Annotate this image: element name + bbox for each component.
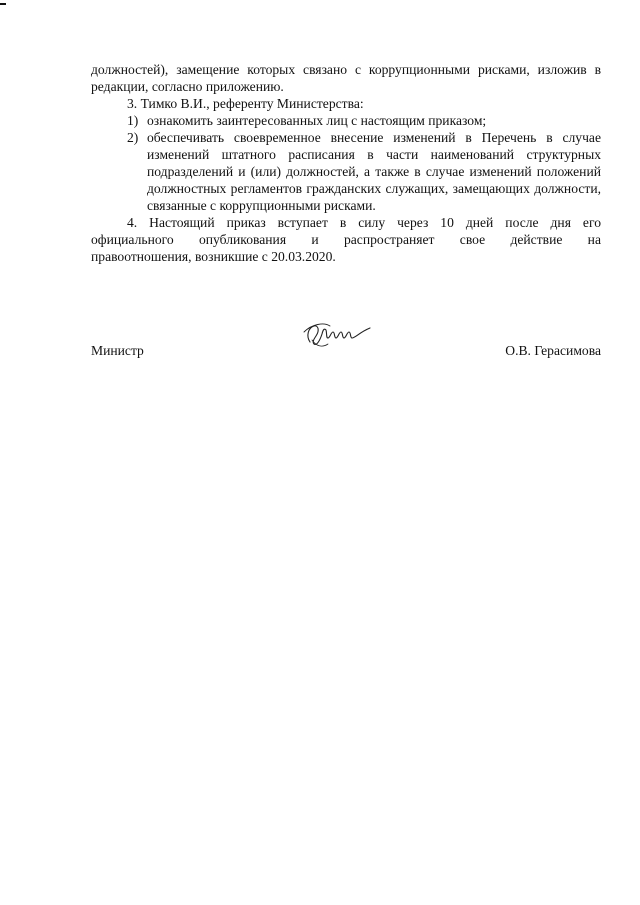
sub-item-1 bbox=[127, 112, 601, 129]
document-body bbox=[91, 61, 601, 265]
item-4-line-2: официального опубликования и распространяет свое действие на bbox=[91, 232, 601, 247]
signatory-name: О.В. Герасимова bbox=[505, 343, 601, 358]
item-3-heading: 3. Тимко В.И., референту Министерства: bbox=[127, 96, 364, 111]
item-4-line-3: правоотношения, возникшие с 20.03.2020. bbox=[91, 249, 336, 264]
item-4-line-1: 4. Настоящий приказ вступает в силу через 10 дней после дня его bbox=[127, 215, 601, 230]
continuation-paragraph: должностей), замещение которых связано с коррупционными рисками, изложив в редакции, согласно приложению. bbox=[91, 62, 601, 94]
sub-item-1-number: 1) bbox=[127, 113, 139, 128]
sub-item-2-number: 2) bbox=[127, 130, 139, 145]
corner-mark bbox=[0, 3, 6, 5]
signatory-title: Министр bbox=[91, 343, 144, 358]
sub-item-1-text: ознакомить заинтересованных лиц с настоящим приказом; bbox=[147, 113, 487, 128]
sub-item-2-text: обеспечивать своевременное внесение изменений в Перечень в случае изменений штатного расписания в части наименований структурных подразделений и (или) должностей, а также в случае изменений положений должностных регламентов гражданских служащих, замещающих должности, связанные с коррупционными рисками. bbox=[147, 130, 601, 213]
signature-block bbox=[91, 342, 601, 362]
sub-item-2 bbox=[127, 129, 601, 214]
